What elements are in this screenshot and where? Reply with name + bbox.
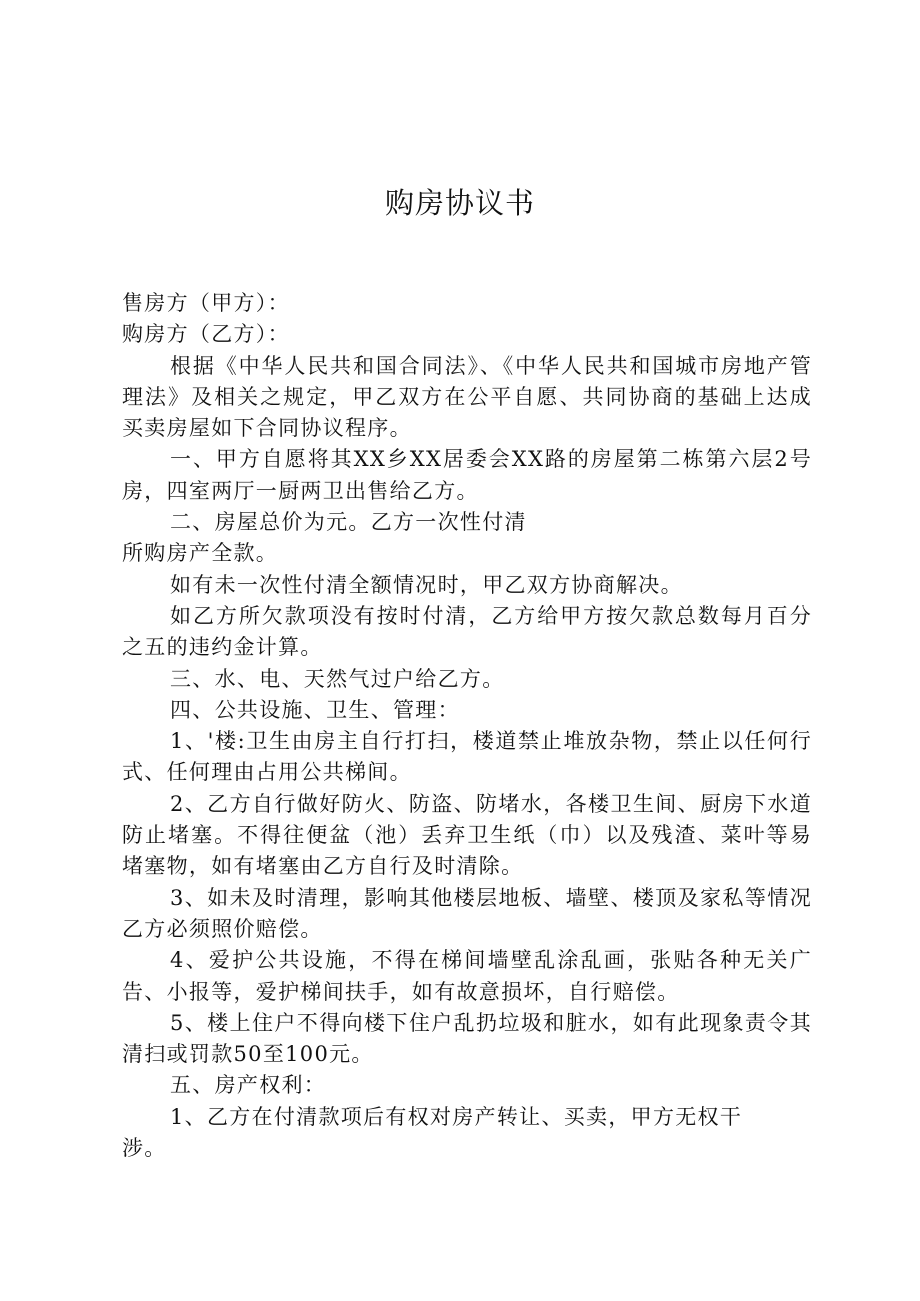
paragraph: 5、楼上住户不得向楼下住户乱扔垃圾和脏水，如有此现象责令其清扫或罚款50至100元。 <box>122 1010 812 1067</box>
paragraph: 二、房屋总价为元。乙方一次性付清 <box>170 510 527 535</box>
document-body <box>122 288 812 1164</box>
document-title: 购房协议书 <box>384 186 535 220</box>
paragraph: 五、房产权利： <box>170 1073 327 1098</box>
paragraph: 一、甲方自愿将其XX乡XX居委会XX路的房屋第二栋第六层2号房，四室两厅一厨两卫出售给乙方。 <box>122 447 812 503</box>
paragraph: 售房方（甲方）： <box>122 291 290 315</box>
paragraph: 四、公共设施、卫生、管理： <box>170 697 460 722</box>
paragraph: 三、水、电、天然气过户给乙方。 <box>170 666 505 691</box>
paragraph: 3、如未及时清理，影响其他楼层地板、墙壁、楼顶及家私等情况乙方必须照价赔偿。 <box>122 885 812 941</box>
paragraph: 1、乙方在付清款项后有权对房产转让、买卖，甲方无权干 <box>170 1104 743 1129</box>
paragraph: 2、乙方自行做好防火、防盗、防堵水，各楼卫生间、厨房下水道防止堵塞。不得往便盆（池）丢弃卫生纸（巾）以及残渣、菜叶等易堵塞物，如有堵塞由乙方自行及时清除。 <box>122 791 812 879</box>
paragraph: 涉。 <box>122 1136 167 1161</box>
paragraph: 根据《中华人民共和国合同法》、《中华人民共和国城市房地产管理法》及相关之规定，甲乙双方在公平自愿、共同协商的基础上达成买卖房屋如下合同协议程序。 <box>122 353 812 441</box>
paragraph: 购房方（乙方）： <box>122 322 290 347</box>
paragraph: 如有未一次性付清全额情况时，甲乙双方协商解决。 <box>170 572 683 597</box>
paragraph: 所购房产全款。 <box>122 541 279 566</box>
paragraph: 4、爱护公共设施，不得在梯间墙壁乱涂乱画，张贴各种无关广告、小报等，爱护梯间扶手，如有故意损坏，自行赔偿。 <box>122 948 812 1004</box>
paragraph: 1、'楼:卫生由房主自行打扫，楼道禁止堆放杂物，禁止以任何行式、任何理由占用公共梯间。 <box>122 729 812 785</box>
paragraph: 如乙方所欠款项没有按时付清，乙方给甲方按欠款总数每月百分之五的违约金计算。 <box>122 603 812 660</box>
